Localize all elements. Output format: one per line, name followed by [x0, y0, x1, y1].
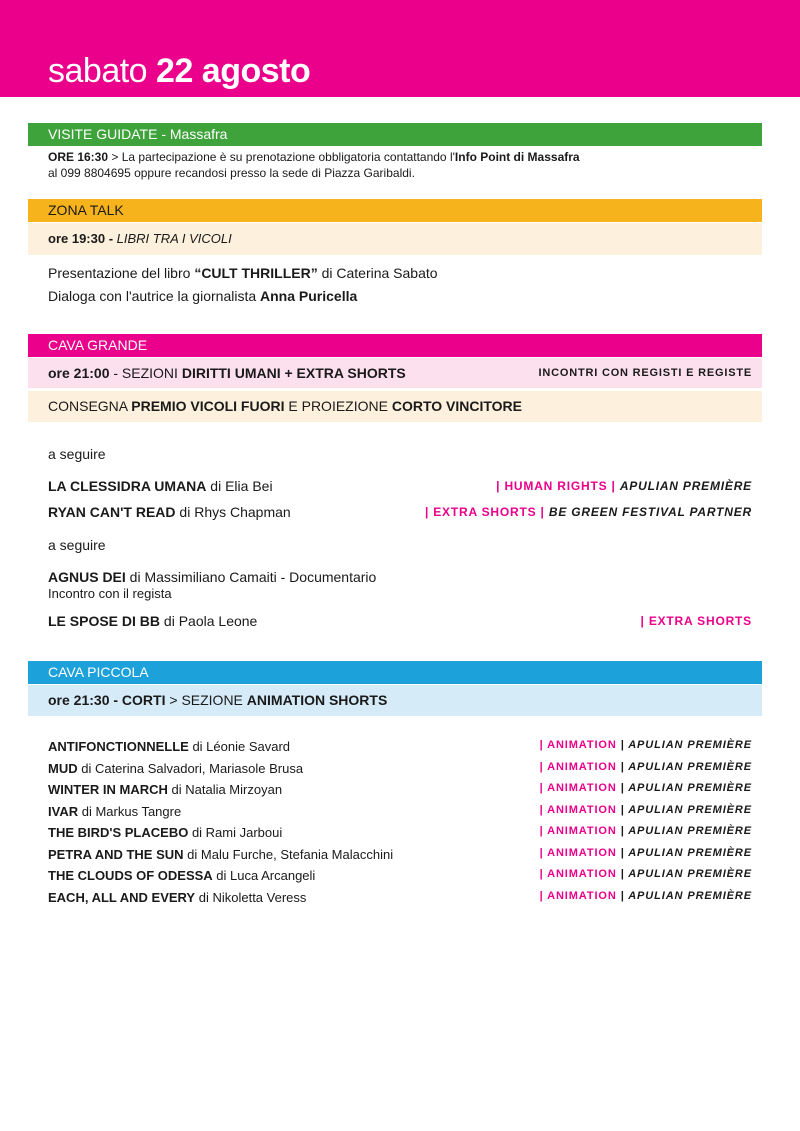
text: CONSEGNA: [48, 398, 132, 414]
film-director: di Rami Jarboui: [188, 825, 283, 840]
tag: BE GREEN FESTIVAL PARTNER: [548, 505, 752, 519]
film-title: THE BIRD'S PLACEBO: [48, 825, 189, 840]
film-director: di Natalia Mirzoyan: [167, 782, 283, 797]
sections: DIRITTI UMANI + EXTRA SHORTS: [181, 365, 406, 381]
film-tags: [540, 825, 752, 837]
film-title: THE CLOUDS OF ODESSA: [48, 868, 213, 883]
section: ANIMATION SHORTS: [246, 692, 388, 708]
film-tags: [540, 890, 752, 902]
film-title: IVAR: [48, 803, 79, 819]
animation-film-row: [48, 782, 752, 802]
film-spose-tags: [641, 614, 752, 628]
journalist: Anna Puricella: [260, 288, 358, 304]
film-title: EACH, ALL AND EVERY: [48, 889, 196, 905]
film-director: di Caterina Salvadori, Mariasole Brusa: [77, 760, 304, 776]
film-director: di Nikoletta Veress: [195, 889, 307, 905]
tag-animation: | ANIMATION: [539, 825, 617, 837]
visite-text: > La partecipazione è su prenotazione obbligatoria contattando l': [108, 150, 455, 164]
film-agnus: [48, 569, 376, 585]
tag-premiere: | APULIAN PREMIÈRE: [616, 825, 752, 837]
section-title: CAVA GRANDE: [48, 337, 148, 353]
film-tags: [540, 868, 752, 880]
page-title: [48, 51, 310, 91]
section-bar-cava-piccola: [28, 661, 762, 684]
a-seguire: [48, 446, 106, 462]
tag: APULIAN PREMIÈRE: [619, 479, 752, 493]
premio-bar: [28, 391, 762, 422]
agnus-note: [48, 586, 172, 601]
section-title: VISITE GUIDATE - Massafra: [48, 126, 228, 142]
zona-talk-time-bar: [28, 223, 762, 255]
film-director: di Elia Bei: [206, 478, 273, 494]
text: a seguire: [48, 446, 106, 462]
text: Incontro con il regista: [48, 586, 172, 601]
tag-premiere: | APULIAN PREMIÈRE: [616, 760, 752, 773]
film-tags: [540, 847, 752, 859]
section-title: ZONA TALK: [48, 202, 124, 218]
film-entry: [48, 804, 181, 819]
author: di Caterina Sabato: [317, 265, 438, 281]
animation-film-row: [48, 868, 752, 888]
info-point: Info Point di Massafra: [454, 150, 580, 164]
text: > SEZIONE: [165, 692, 247, 708]
film-tags: [540, 761, 752, 773]
tag-animation: | ANIMATION: [539, 760, 617, 773]
film-director: di Léonie Savard: [188, 739, 291, 754]
tag: EXTRA SHORTS: [433, 505, 537, 519]
film-ryan: [48, 504, 291, 520]
tag-premiere: | APULIAN PREMIÈRE: [616, 846, 752, 859]
text: - SEZIONI: [109, 365, 182, 381]
event-time: ore 19:30 -: [48, 231, 117, 246]
film-title: WINTER IN MARCH: [48, 782, 168, 797]
animation-film-row: [48, 761, 752, 781]
film-title: LE SPOSE DI BB: [48, 613, 161, 629]
film-director: di Paola Leone: [160, 613, 258, 629]
sep: |: [496, 479, 505, 493]
date: 22 agosto: [156, 52, 311, 90]
animation-film-row: [48, 825, 752, 845]
tag-premiere: | APULIAN PREMIÈRE: [616, 739, 752, 751]
dialogue-line: [48, 288, 357, 304]
film-tags: [540, 739, 752, 751]
visite-time: ORE 16:30: [48, 150, 109, 164]
corto: CORTO VINCITORE: [391, 398, 523, 414]
presentation-line: [48, 265, 438, 281]
animation-film-row: [48, 890, 752, 910]
tag: HUMAN RIGHTS: [504, 479, 608, 493]
film-entry: [48, 825, 282, 840]
film-director: di Massimiliano Camaiti - Documentario: [125, 569, 377, 585]
event-time: ore 21:00: [48, 365, 110, 381]
film-entry: [48, 868, 315, 883]
sep: |: [536, 505, 549, 519]
film-director: di Rhys Chapman: [175, 504, 291, 520]
animation-film-row: [48, 847, 752, 867]
cava-grande-time-bar: [28, 358, 762, 388]
film-title: RYAN CAN'T READ: [48, 504, 176, 520]
film-spose: [48, 613, 257, 629]
section-bar-visite: [28, 123, 762, 146]
sep: |: [424, 505, 434, 519]
film-title: MUD: [48, 760, 78, 776]
film-title: PETRA AND THE SUN: [48, 846, 184, 862]
film-entry: [48, 739, 290, 754]
tag-premiere: | APULIAN PREMIÈRE: [616, 868, 752, 880]
film-director: di Markus Tangre: [78, 803, 182, 819]
film-director: di Malu Furche, Stefania Malacchini: [183, 846, 394, 862]
film-clessidra-tags: [496, 479, 752, 493]
tag-animation: | ANIMATION: [539, 782, 617, 794]
book-title: “CULT THRILLER”: [194, 265, 318, 281]
film-entry: [48, 782, 282, 797]
film-tags: [540, 804, 752, 816]
text: a seguire: [48, 537, 106, 553]
film-entry: [48, 890, 306, 905]
film-ryan-tags: [425, 505, 752, 519]
text: Dialoga con l'autrice la giornalista: [48, 288, 261, 304]
cava-piccola-time-bar: [28, 685, 762, 716]
page-header: [0, 0, 800, 97]
visite-line-2: [48, 166, 415, 180]
tag-animation: | ANIMATION: [539, 889, 617, 902]
event-name: LIBRI TRA I VICOLI: [116, 231, 232, 246]
section-title: CAVA PICCOLA: [48, 664, 149, 680]
tag-animation: | ANIMATION: [539, 846, 617, 859]
animation-film-row: [48, 739, 752, 759]
day-name: sabato: [48, 52, 148, 90]
film-title: ANTIFONCTIONNELLE: [48, 739, 189, 754]
sep: |: [607, 479, 620, 493]
tag: | EXTRA SHORTS: [640, 614, 752, 628]
section-bar-cava-grande: [28, 334, 762, 357]
text: E PROIEZIONE: [284, 398, 392, 414]
tag-animation: | ANIMATION: [539, 868, 617, 880]
incontri-label: INCONTRI CON REGISTI E REGISTE: [538, 367, 752, 379]
text: Presentazione del libro: [48, 265, 195, 281]
premio: PREMIO VICOLI FUORI: [131, 398, 285, 414]
event-time: ore 21:30 - CORTI: [48, 692, 166, 708]
tag-animation: | ANIMATION: [539, 739, 617, 751]
tag-animation: | ANIMATION: [539, 803, 617, 816]
tag-premiere: | APULIAN PREMIÈRE: [616, 782, 752, 794]
film-entry: [48, 761, 303, 776]
a-seguire-2: [48, 537, 106, 553]
visite-line-1: [48, 150, 580, 164]
animation-film-row: [48, 804, 752, 824]
film-director: di Luca Arcangeli: [212, 868, 316, 883]
film-clessidra: [48, 478, 273, 494]
film-entry: [48, 847, 393, 862]
visite-contact: al 099 8804695 oppure recandosi presso la sede di Piazza Garibaldi.: [48, 166, 415, 180]
film-tags: [540, 782, 752, 794]
film-title: LA CLESSIDRA UMANA: [48, 478, 207, 494]
tag-premiere: | APULIAN PREMIÈRE: [616, 889, 752, 902]
film-title: AGNUS DEI: [48, 569, 126, 585]
section-bar-zona-talk: [28, 199, 762, 222]
tag-premiere: | APULIAN PREMIÈRE: [616, 803, 752, 816]
